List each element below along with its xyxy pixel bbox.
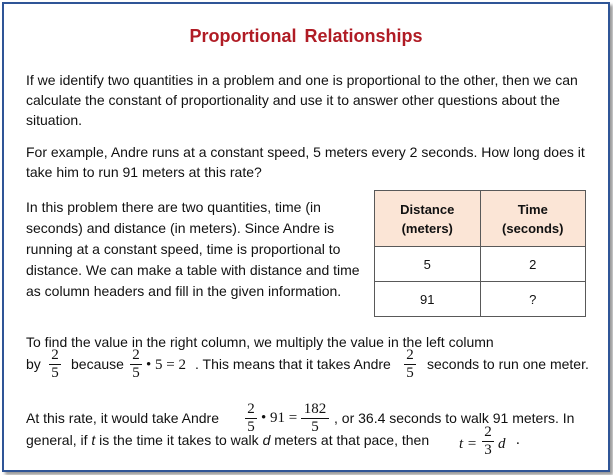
step1-by: by <box>26 356 41 372</box>
step2-end: , or 36.4 seconds to walk 91 meters. In <box>334 410 575 426</box>
table-cell: 91 <box>375 282 481 317</box>
table-row <box>375 282 586 317</box>
fraction-two-fifths: 2 5 <box>130 347 142 382</box>
fraction-two-thirds: 2 3 <box>482 424 494 459</box>
final-period: . <box>516 432 520 448</box>
step2-start: At this rate, it would take Andre <box>26 410 219 426</box>
example-paragraph: For example, Andre runs at a constant speed, 5 meters every 2 seconds. How long does it take him to run 91 meters at this rate? <box>26 144 585 180</box>
step2-line2: general, if t is the time it takes to walk d meters at that pace, then <box>26 432 430 448</box>
step2-equation-mid: 91 = <box>270 410 298 426</box>
distance-time-table <box>374 190 586 317</box>
step1-line1: To find the value in the right column, we multiply the value in the left column <box>26 334 494 350</box>
t-equation-lhs: t = <box>459 436 478 452</box>
page-title: Proportional Relationships <box>189 26 423 46</box>
step1-after: seconds to run one meter. <box>427 356 589 372</box>
step1-because: because <box>71 356 124 372</box>
multiply-dot: • <box>146 357 152 373</box>
fraction-two-fifths: 2 5 <box>245 401 257 436</box>
table-cell: 5 <box>375 247 481 282</box>
step1-meaning: . This means that it takes Andre <box>195 356 391 372</box>
table-cell: 2 <box>480 247 586 282</box>
step1-equation-tail: 5 = 2 <box>155 357 186 373</box>
fraction-two-fifths: 2 5 <box>404 347 416 382</box>
header-distance: Distance (meters) <box>375 191 481 247</box>
fraction-two-fifths: 2 5 <box>49 347 61 382</box>
t-equation-d: d <box>498 436 506 452</box>
header-time: Time (seconds) <box>480 191 586 247</box>
table-cell: ? <box>480 282 586 317</box>
fraction-182-fifths: 182 5 <box>301 401 329 436</box>
table-header-row <box>375 191 586 247</box>
multiply-dot: • <box>261 410 267 426</box>
intro-paragraph: If we identify two quantities in a problem and one is proportional to the other, then we can calculate the constant of proportionality and use it to answer other questions about the situation. <box>26 72 578 128</box>
document-frame <box>2 2 610 472</box>
explanation-paragraph: In this problem there are two quantities, time (in seconds) and distance (in meters). Since Andre is running at a constant speed, time is proportional to distance. We can make a table with distance and time as column headers and fill in the given information. <box>26 199 360 299</box>
table-row <box>375 247 586 282</box>
